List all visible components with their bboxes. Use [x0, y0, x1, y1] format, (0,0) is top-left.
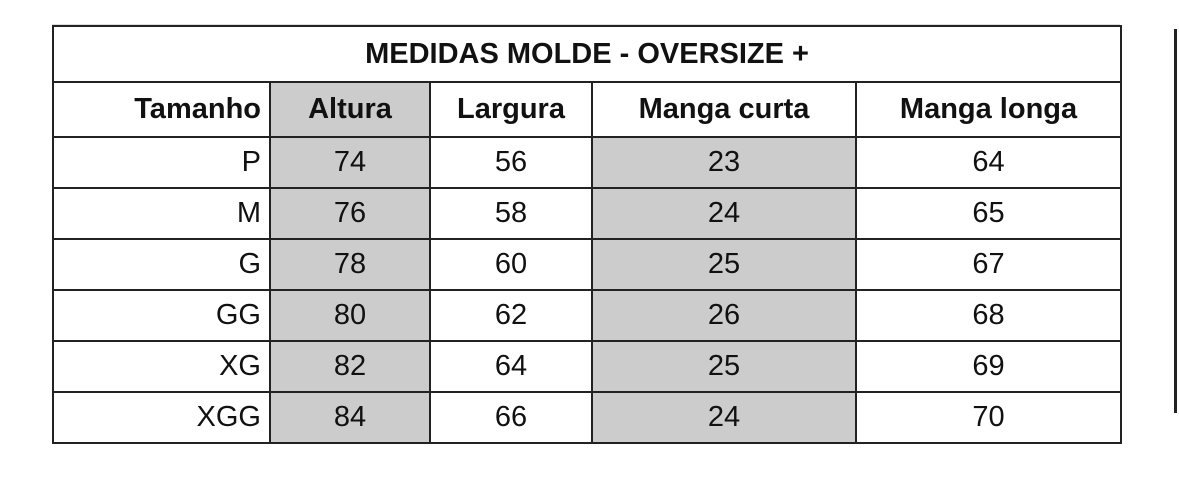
- table-header-row: [53, 82, 1121, 137]
- header-tamanho: Tamanho: [53, 82, 270, 137]
- manga-curta-cell: 26: [592, 290, 856, 341]
- table-row: [53, 137, 1121, 188]
- size-cell: P: [53, 137, 270, 188]
- manga-longa-cell: 70: [856, 392, 1121, 443]
- largura-cell: 66: [430, 392, 592, 443]
- manga-longa-cell: 67: [856, 239, 1121, 290]
- table-row: [53, 341, 1121, 392]
- header-largura: Largura: [430, 82, 592, 137]
- altura-cell: 82: [270, 341, 430, 392]
- manga-curta-cell: 25: [592, 341, 856, 392]
- largura-cell: 60: [430, 239, 592, 290]
- table-title: MEDIDAS MOLDE - OVERSIZE +: [53, 26, 1121, 82]
- manga-longa-cell: 68: [856, 290, 1121, 341]
- largura-cell: 58: [430, 188, 592, 239]
- altura-cell: 74: [270, 137, 430, 188]
- altura-cell: 84: [270, 392, 430, 443]
- size-cell: GG: [53, 290, 270, 341]
- size-measurements-table: [52, 25, 1122, 444]
- altura-cell: 76: [270, 188, 430, 239]
- manga-longa-cell: 69: [856, 341, 1121, 392]
- header-altura: Altura: [270, 82, 430, 137]
- header-manga-curta: Manga curta: [592, 82, 856, 137]
- table-row: [53, 392, 1121, 443]
- adjacent-table-edge: [1174, 29, 1177, 413]
- size-cell: G: [53, 239, 270, 290]
- manga-curta-cell: 24: [592, 188, 856, 239]
- table-row: [53, 239, 1121, 290]
- manga-longa-cell: 64: [856, 137, 1121, 188]
- altura-cell: 78: [270, 239, 430, 290]
- manga-curta-cell: 23: [592, 137, 856, 188]
- altura-cell: 80: [270, 290, 430, 341]
- manga-curta-cell: 25: [592, 239, 856, 290]
- largura-cell: 62: [430, 290, 592, 341]
- table-row: [53, 188, 1121, 239]
- manga-curta-cell: 24: [592, 392, 856, 443]
- size-cell: M: [53, 188, 270, 239]
- header-manga-longa: Manga longa: [856, 82, 1121, 137]
- largura-cell: 64: [430, 341, 592, 392]
- table-title-row: [53, 26, 1121, 82]
- size-cell: XG: [53, 341, 270, 392]
- manga-longa-cell: 65: [856, 188, 1121, 239]
- table-row: [53, 290, 1121, 341]
- size-cell: XGG: [53, 392, 270, 443]
- largura-cell: 56: [430, 137, 592, 188]
